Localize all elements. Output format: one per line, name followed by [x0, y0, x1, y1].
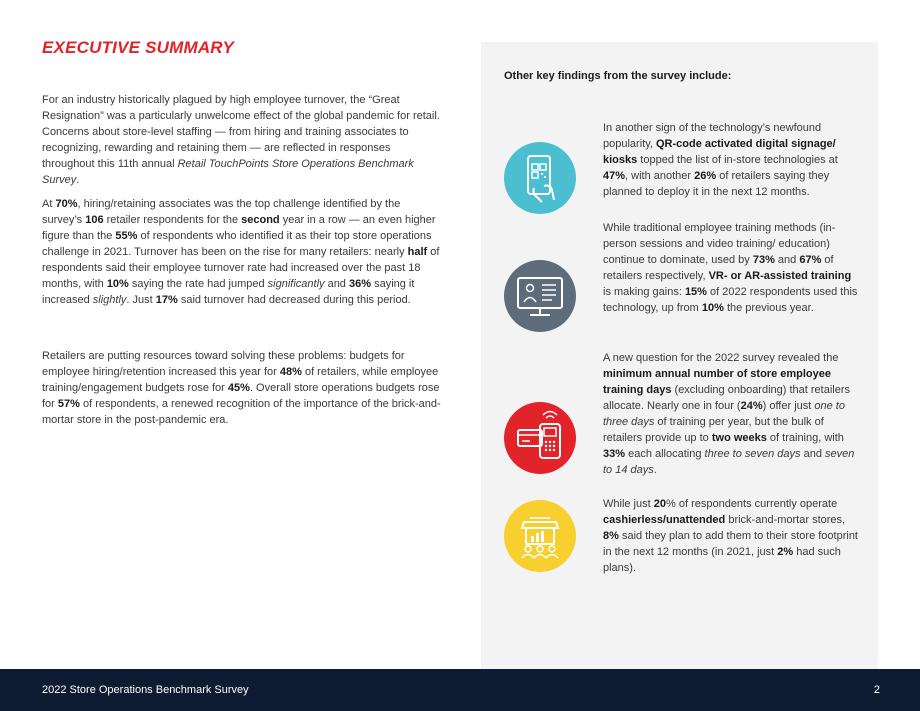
stat-highlight: 24%: [740, 400, 763, 412]
stat-highlight: 57%: [57, 398, 80, 410]
text-run: the previous year.: [723, 302, 814, 314]
page-title: EXECUTIVE SUMMARY: [42, 38, 235, 57]
text-run: each allocating: [625, 448, 705, 460]
text-run: % of respondents currently operate: [666, 498, 838, 510]
text-run: ) offer just: [762, 400, 815, 412]
text-run: and: [774, 254, 800, 266]
stat-highlight: 70%: [55, 198, 78, 210]
finding-text: [603, 220, 858, 316]
text-run: Retailers are putting resources toward solving these problems: budgets for employee hiring/retention increased this year for: [42, 350, 405, 378]
finding-text: [603, 350, 858, 478]
survey-name: Retail TouchPoints Store Operations Benchmark Survey: [42, 158, 414, 186]
stat-highlight: 26%: [694, 170, 717, 182]
text-run: of respondents said their employee turnover rate had increased over the past 18 months, with: [42, 246, 440, 290]
stat-highlight: second: [241, 214, 280, 226]
text-run: , hiring/retaining associates was the top challenge identified by the survey’s: [42, 198, 401, 226]
text-run: retailer respondents for the: [103, 214, 242, 226]
turnover-paragraph: [42, 196, 442, 308]
text-run: of retailers, while employee training/engagement budgets rose for: [42, 366, 439, 394]
text-run: of 2022 respondents used this technology, up from: [603, 286, 858, 314]
text-run: topped the list of in-store technologies at: [637, 154, 838, 166]
text-run: of respondents, a renewed recognition of the importance of the brick-and-mortar store in the post-pandemic era.: [42, 398, 441, 426]
main-column: [42, 38, 442, 426]
stat-highlight: 15%: [684, 286, 707, 298]
text-run: of retailers saying they planned to deploy it in the next 12 months.: [603, 170, 830, 198]
stat-highlight: cashierless/unattended: [603, 514, 726, 526]
card-reader-icon: [504, 402, 576, 474]
text-run: . Overall store operations budgets rose for: [42, 382, 440, 410]
text-run: In another sign of the technology’s newfound popularity,: [603, 122, 822, 150]
stat-highlight: 47%: [603, 170, 626, 182]
budgets-paragraph: [42, 348, 442, 428]
text-run: While just: [603, 498, 654, 510]
stat-highlight: QR-code activated digital signage/ kiosks: [603, 138, 836, 166]
stat-highlight: 10%: [106, 278, 129, 290]
text-run: .: [76, 174, 80, 186]
text-run: is making gains:: [603, 286, 685, 298]
text-run: . Just: [126, 294, 156, 306]
stat-highlight: VR- or AR-assisted training: [708, 270, 852, 282]
text-run: .: [653, 464, 657, 476]
stat-highlight: 10%: [701, 302, 724, 314]
finding-text: [603, 120, 858, 200]
text-run: While traditional employee training methods (in-person sessions and video training/ education) continue to dominate, used by: [603, 222, 836, 266]
text-run: of retailers respectively,: [603, 254, 834, 282]
finding-text: [603, 496, 858, 576]
stat-highlight: 20: [653, 498, 666, 510]
key-findings-heading: Other key findings from the survey include:: [504, 70, 732, 82]
stat-highlight: 55%: [115, 230, 138, 242]
intro-paragraph: [42, 92, 442, 188]
store-people-icon: [504, 500, 576, 572]
stat-highlight: 67%: [799, 254, 822, 266]
text-run: brick-and-mortar stores,: [725, 514, 846, 526]
text-run: said they plan to add them to their store footprint in the next 12 months (in 2021, just: [603, 530, 858, 558]
text-run: year in a row — an even higher figure than the: [42, 214, 436, 242]
text-run: , with another: [625, 170, 695, 182]
page-footer: [0, 669, 920, 711]
text-run: and: [800, 448, 826, 460]
text-run: saying the rate had jumped: [128, 278, 268, 290]
text-run: of training per year, but the bulk of retailers provide up to: [603, 416, 824, 444]
emphasis: three to seven days: [704, 448, 801, 460]
stat-highlight: 48%: [279, 366, 302, 378]
emphasis: seven to 14 days: [603, 448, 855, 476]
text-run: saying it increased: [42, 278, 415, 306]
text-run: had such plans).: [603, 546, 841, 574]
page-number: 2: [873, 684, 880, 696]
emphasis: one to three days: [603, 400, 845, 428]
stat-highlight: 45%: [227, 382, 250, 394]
stat-highlight: two weeks: [711, 432, 767, 444]
text-run: of training, with: [766, 432, 844, 444]
stat-highlight: 8%: [603, 530, 619, 542]
text-run: For an industry historically plagued by high employee turnover, the “Great Resignation” was a particularly unwelcome effect of the global pandemic for retail. Concerns about store-level staffing — from hiring and training associates to recognizing, rewarding and retaining them — are reflected in responses throughout this 11th annual: [42, 94, 440, 170]
stat-highlight: 33%: [603, 448, 626, 460]
text-run: and: [324, 278, 349, 290]
stat-highlight: minimum annual number of store employee training days: [603, 368, 831, 396]
text-run: A new question for the 2022 survey revealed the: [603, 352, 839, 364]
text-run: said turnover had decreased during this period.: [177, 294, 411, 306]
footer-title: 2022 Store Operations Benchmark Survey: [42, 684, 249, 696]
training-monitor-icon: [504, 260, 576, 332]
qr-phone-icon: [504, 142, 576, 214]
key-findings-panel: [481, 42, 878, 670]
text-run: (excluding onboarding) that retailers allocate. Nearly one in four (: [603, 384, 851, 412]
stat-highlight: 36%: [348, 278, 372, 290]
stat-highlight: 17%: [155, 294, 178, 306]
stat-highlight: 106: [85, 214, 104, 226]
stat-highlight: 2%: [777, 546, 794, 558]
emphasis: slightly: [92, 294, 127, 306]
stat-highlight: 73%: [752, 254, 775, 266]
stat-highlight: half: [407, 246, 428, 258]
text-run: of respondents who identified it as their top store operations challenge in 2021. Turnover has been on the rise for many retailers: nearly: [42, 230, 432, 258]
text-run: At: [42, 198, 56, 210]
emphasis: significantly: [267, 278, 325, 290]
